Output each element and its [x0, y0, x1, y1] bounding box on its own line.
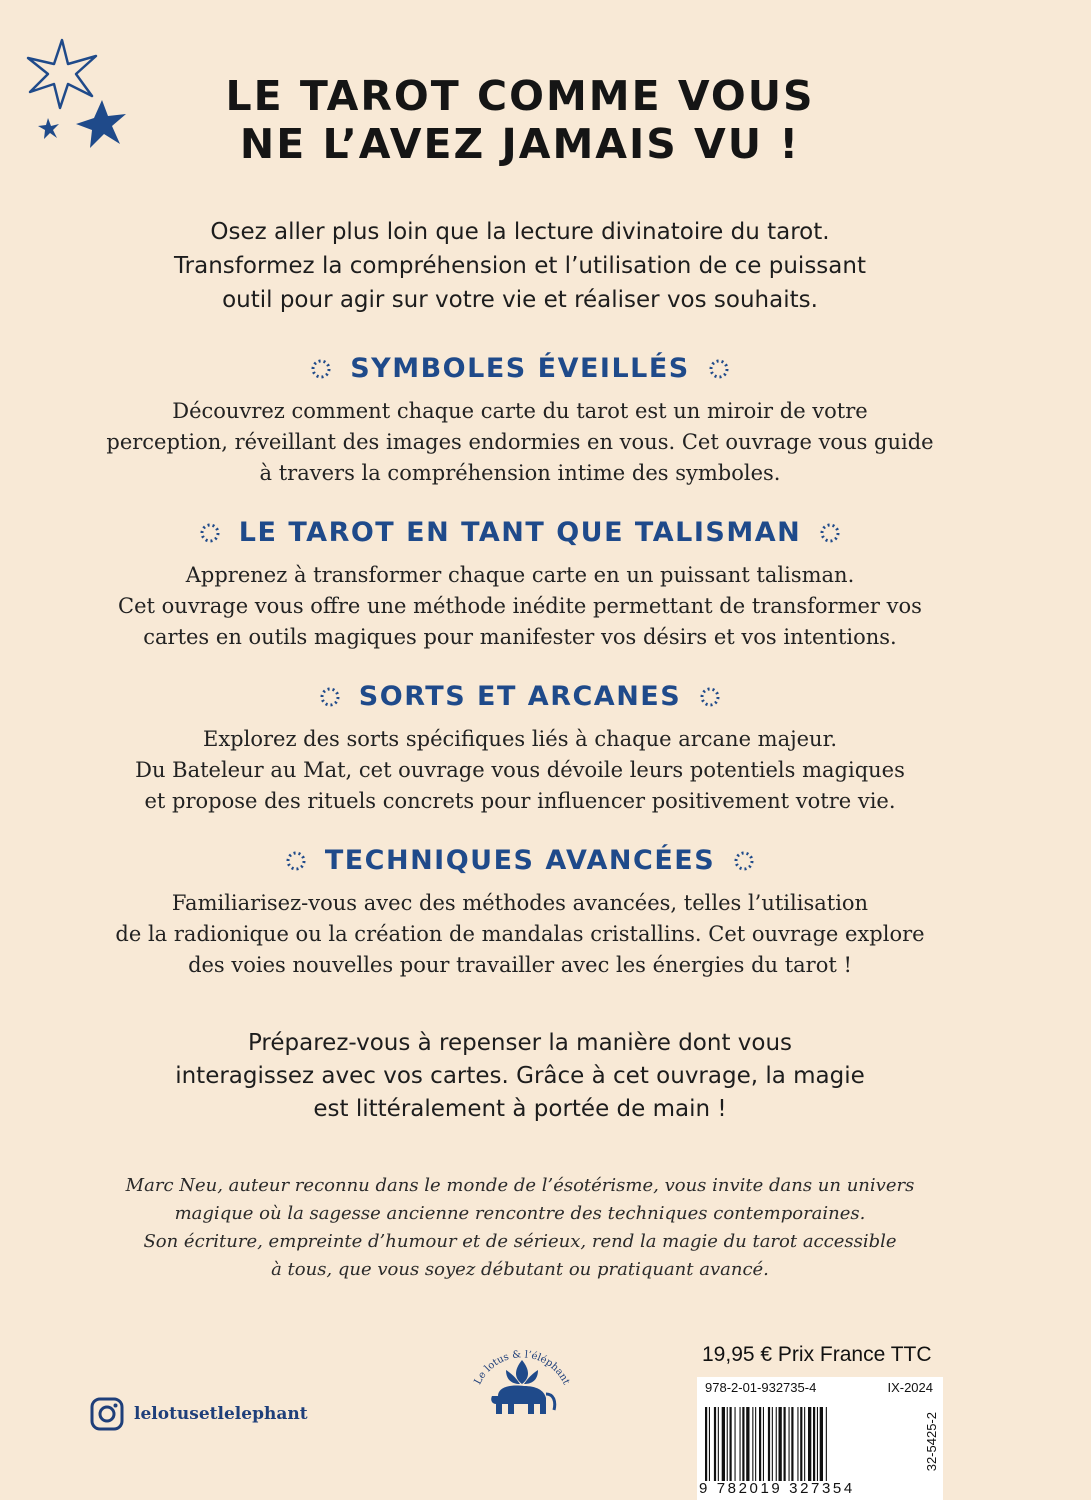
section-body: [0, 396, 1040, 489]
dotted-circle-icon: [319, 686, 341, 708]
section-line: perception, réveillant des images endormies en vous. Cet ouvrage vous guide: [106, 430, 934, 454]
barcode-bar: [800, 1407, 802, 1481]
intro-text: [0, 215, 1040, 317]
section-title: LE TAROT EN TANT QUE TALISMAN: [238, 517, 802, 548]
section-line: Apprenez à transformer chaque carte en un puissant talisman.: [185, 563, 855, 587]
bio-line: Marc Neu, auteur reconnu dans le monde de l’ésotérisme, vous invite dans un univers: [125, 1175, 915, 1196]
section-line: à travers la compréhension intime des symboles.: [259, 461, 781, 485]
instagram-icon: [90, 1397, 124, 1431]
outro-line: Préparez-vous à repenser la manière dont vous: [247, 1030, 793, 1056]
dotted-circle-icon: [199, 522, 221, 544]
dotted-circle-icon: [708, 358, 730, 380]
section-title: TECHNIQUES AVANCÉES: [324, 845, 716, 876]
barcode-bar: [718, 1407, 719, 1481]
barcode-bar: [797, 1407, 798, 1481]
author-bio: [0, 1172, 1040, 1284]
price-label: 19,95 € Prix France TTC: [702, 1343, 932, 1366]
section-line: des voies nouvelles pour travailler avec les énergies du tarot !: [188, 953, 852, 977]
intro-line: Transformez la compréhension et l’utilisation de ce puissant: [174, 253, 866, 279]
barcode-block: [697, 1377, 943, 1500]
barcode-bar: [730, 1407, 732, 1481]
section-body: [0, 560, 1040, 653]
bio-line: à tous, que vous soyez débutant ou pratiquant avancé.: [271, 1259, 769, 1280]
lotus-elephant-logo: [462, 1320, 582, 1430]
barcode-bar: [768, 1407, 770, 1481]
outro-text: [0, 1027, 1040, 1126]
bio-line: magique où la sagesse ancienne rencontre des techniques contemporaines.: [174, 1203, 866, 1224]
outro-line: interagissez avec vos cartes. Grâce à cet ouvrage, la magie: [175, 1063, 865, 1089]
barcode-bar: [746, 1407, 749, 1481]
section-line: Découvrez comment chaque carte du tarot est un miroir de votre: [172, 399, 868, 423]
instagram-handle: lelotusetlelephant: [134, 1404, 308, 1424]
barcode-bar: [709, 1407, 710, 1481]
intro-line: Osez aller plus loin que la lecture divinatoire du tarot.: [210, 219, 830, 245]
barcode-bar: [772, 1407, 773, 1481]
isbn-number: 978-2-01-932735-4: [705, 1380, 817, 1395]
barcode-bar: [705, 1407, 707, 1481]
bio-line: Son écriture, empreinte d’humour et de sérieux, rend la magie du tarot accessible: [143, 1231, 897, 1252]
section-line: cartes en outils magiques pour manifester vos désirs et vos intentions.: [143, 625, 897, 649]
barcode-bar: [742, 1407, 744, 1481]
svg-text:Le lotus & l’éléphant: Le lotus & l’éléphant: [472, 1349, 572, 1387]
barcode-bar: [727, 1407, 728, 1481]
section-line: Familiarisez-vous avec des méthodes avancées, telles l’utilisation: [171, 891, 869, 915]
barcode-bar: [755, 1407, 756, 1481]
dotted-circle-icon: [733, 850, 755, 872]
intro-line: outil pour agir sur votre vie et réaliser vos souhaits.: [222, 287, 818, 313]
barcode-bar: [817, 1407, 818, 1481]
section-title: SORTS ET ARCANES: [358, 681, 682, 712]
dotted-circle-icon: [699, 686, 721, 708]
barcode-bar: [808, 1407, 811, 1481]
barcode-bar: [752, 1407, 753, 1481]
section-sorts: [0, 680, 1040, 817]
barcode-bar: [776, 1407, 777, 1481]
title-line-1: LE TAROT COMME VOUS: [225, 72, 815, 120]
barcode-bar: [740, 1407, 741, 1481]
barcode-bar: [826, 1407, 827, 1481]
barcode-bar: [784, 1407, 786, 1481]
section-line: de la radionique ou la création de mandalas cristallins. Cet ouvrage explore: [115, 922, 925, 946]
title-line-2: NE L’AVEZ JAMAIS VU !: [239, 120, 801, 168]
barcode-bar: [813, 1407, 815, 1481]
side-code: 32-5425-2: [924, 1412, 939, 1472]
date-code: IX-2024: [887, 1380, 933, 1395]
barcode-bar: [759, 1407, 761, 1481]
section-symboles: [0, 352, 1040, 489]
dotted-circle-icon: [310, 358, 332, 380]
section-line: et propose des rituels concrets pour influencer positivement votre vie.: [144, 789, 896, 813]
section-line: Cet ouvrage vous offre une méthode inédite permettant de transformer vos: [118, 594, 922, 618]
barcode-bar: [820, 1407, 823, 1481]
barcode-bar: [791, 1407, 793, 1481]
ean-number: 9 782019 327354: [699, 1480, 855, 1497]
section-talisman: [0, 516, 1040, 653]
section-line: Du Bateleur au Mat, cet ouvrage vous dévoile leurs potentiels magiques: [135, 758, 905, 782]
outro-line: est littéralement à portée de main !: [313, 1096, 727, 1122]
dotted-circle-icon: [285, 850, 307, 872]
barcode-bar: [714, 1407, 716, 1481]
barcode-bars-icon: [703, 1407, 903, 1481]
section-line: Explorez des sorts spécifiques liés à chaque arcane majeur.: [203, 727, 837, 751]
section-body: [0, 888, 1040, 981]
barcode-bar: [735, 1407, 736, 1481]
section-title: SYMBOLES ÉVEILLÉS: [350, 353, 690, 384]
barcode-bar: [804, 1407, 805, 1481]
section-body: [0, 724, 1040, 817]
section-techniques: [0, 844, 1040, 981]
barcode-bar: [789, 1407, 790, 1481]
instagram-link[interactable]: [90, 1397, 308, 1431]
barcode-bar: [779, 1407, 782, 1481]
barcode-bar: [722, 1407, 725, 1481]
barcode-bar: [763, 1407, 764, 1481]
page-title: [0, 72, 1040, 168]
dotted-circle-icon: [819, 522, 841, 544]
